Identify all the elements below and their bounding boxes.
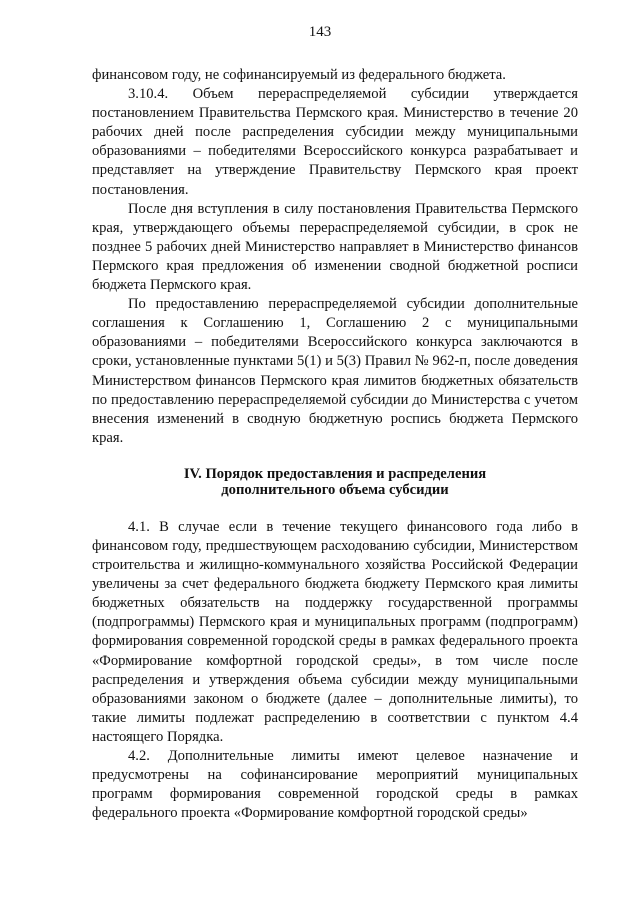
paragraph-3-10-4: 3.10.4. Объем перераспределяемой субсидии утверждается постановлением Правительства Пермского края. Министерство в течение 20 рабочих дней после распределения субсидии между муниципальными образованиями – победителями Всероссийского конкурса разрабатывает и представляет на утверждение Правительству Пермского края проект постановления. bbox=[92, 86, 578, 198]
paragraph-continuation: финансовом году, не софинансируемый из федерального бюджета. bbox=[92, 67, 506, 83]
paragraph-additional-agreements: По предоставлению перераспределяемой субсидии дополнительные соглашения к Соглашению 1, Соглашению 2 с муниципальными образованиями – победителями Всероссийского конкурса заключаются в сроки, установленные пунктами 5(1) и 5(3) Правил № 962-п, после доведения Министерством финансов Пермского края лимитов бюджетных обязательств по предоставлению перераспределяемой субсидии до Министерства с учетом внесения изменений в сводную бюджетную роспись бюджета Пермского края. bbox=[92, 296, 578, 446]
document-body bbox=[92, 66, 578, 823]
paragraph-4-2: 4.2. Дополнительные лимиты имеют целевое назначение и предусмотрены на софинансирование мероприятий муниципальных программ формирования современной городской среды в рамках федерального проекта «Формирование комфортной городской среды» bbox=[92, 748, 578, 822]
paragraph-4-1: 4.1. В случае если в течение текущего финансового года либо в финансовом году, предшествующем расходованию субсидии, Министерством строительства и жилищно-коммунального хозяйства Российской Федерации увеличены за счет федерального бюджета бюджету Пермского края лимиты бюджетных обязательств на поддержку государственной программы (подпрограммы) Пермского края и муниципальных программ (подпрограмм) формирования современной городской среды в рамках федерального проекта «Формирование комфортной городской среды», в том числе после распределения и утверждения объема субсидии между муниципальными образованиями законом о бюджете (далее – дополнительные лимиты), то такие лимиты подлежат распределению в соответствии с пунктом 4.4 настоящего Порядка. bbox=[92, 518, 578, 745]
section-heading-line-2: дополнительного объема субсидии bbox=[221, 481, 449, 498]
section-heading bbox=[92, 466, 578, 498]
section-heading-line-1: IV. Порядок предоставления и распределения bbox=[183, 465, 487, 482]
paragraph-after-decree: После дня вступления в силу постановления Правительства Пермского края, утверждающего объемы перераспределяемой субсидии, в срок не позднее 5 рабочих дней Министерство направляет в Министерство финансов Пермского края предложения об изменении сводной бюджетной росписи бюджета Пермского края. bbox=[92, 200, 578, 294]
page-number: 143 bbox=[308, 24, 332, 40]
